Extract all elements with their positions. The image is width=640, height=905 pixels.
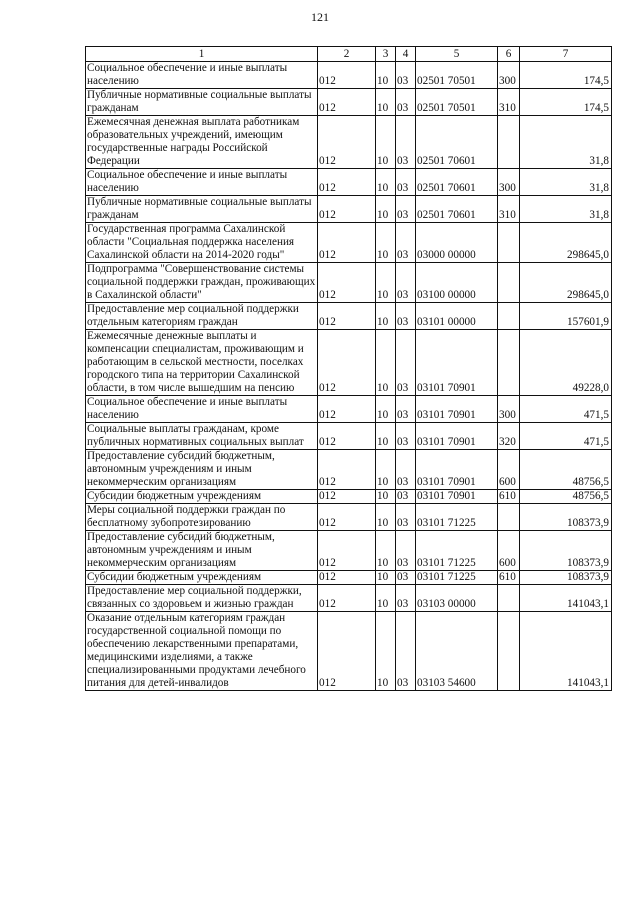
target-article-cell: 02501 70601 (416, 196, 498, 223)
row-name-cell: Подпрограмма "Совершенствование системы социальной поддержки граждан, проживающих в Сахалинской области" (86, 263, 318, 303)
section-cell: 10 (376, 62, 396, 89)
target-article-cell: 03101 71225 (416, 531, 498, 571)
subsection-cell: 03 (396, 450, 416, 490)
subsection-cell: 03 (396, 303, 416, 330)
subsection-cell: 03 (396, 585, 416, 612)
amount-cell: 31,8 (520, 116, 612, 169)
expense-type-cell: 300 (498, 169, 520, 196)
row-name-cell: Социальное обеспечение и иные выплаты населению (86, 396, 318, 423)
table-row (86, 490, 612, 504)
table-body (86, 62, 612, 691)
amount-cell: 298645,0 (520, 263, 612, 303)
amount-cell: 471,5 (520, 423, 612, 450)
section-cell: 10 (376, 169, 396, 196)
amount-cell: 31,8 (520, 169, 612, 196)
subsection-cell: 03 (396, 490, 416, 504)
target-article-cell: 02501 70601 (416, 169, 498, 196)
row-name-cell: Социальные выплаты гражданам, кроме публичных нормативных социальных выплат (86, 423, 318, 450)
table-row (86, 571, 612, 585)
amount-cell: 141043,1 (520, 585, 612, 612)
table-row (86, 263, 612, 303)
header-col-1: 1 (86, 47, 318, 62)
page-number: 121 (311, 10, 329, 24)
header-row (86, 47, 612, 62)
expense-type-cell: 310 (498, 196, 520, 223)
expense-type-cell: 320 (498, 423, 520, 450)
chapter-code-cell: 012 (318, 423, 376, 450)
chapter-code-cell: 012 (318, 303, 376, 330)
amount-cell: 48756,5 (520, 450, 612, 490)
target-article-cell: 03000 00000 (416, 223, 498, 263)
table-row (86, 531, 612, 571)
section-cell: 10 (376, 303, 396, 330)
header-col-3: 3 (376, 47, 396, 62)
target-article-cell: 02501 70601 (416, 116, 498, 169)
row-name-cell: Ежемесячная денежная выплата работникам образовательных учреждений, имеющим государственные награды Российской Федерации (86, 116, 318, 169)
subsection-cell: 03 (396, 196, 416, 223)
target-article-cell: 03101 71225 (416, 571, 498, 585)
target-article-cell: 03101 70901 (416, 330, 498, 396)
subsection-cell: 03 (396, 330, 416, 396)
table-row (86, 303, 612, 330)
target-article-cell: 03103 00000 (416, 585, 498, 612)
row-name-cell: Предоставление субсидий бюджетным, автономным учреждениям и иным некоммерческим организациям (86, 450, 318, 490)
target-article-cell: 03103 54600 (416, 612, 498, 691)
amount-cell: 471,5 (520, 396, 612, 423)
table-row (86, 62, 612, 89)
header-col-6: 6 (498, 47, 520, 62)
section-cell: 10 (376, 89, 396, 116)
table-row (86, 423, 612, 450)
subsection-cell: 03 (396, 223, 416, 263)
header-col-4: 4 (396, 47, 416, 62)
section-cell: 10 (376, 490, 396, 504)
section-cell: 10 (376, 396, 396, 423)
chapter-code-cell: 012 (318, 585, 376, 612)
chapter-code-cell: 012 (318, 450, 376, 490)
row-name-cell: Публичные нормативные социальные выплаты гражданам (86, 89, 318, 116)
table-header (86, 47, 612, 62)
amount-cell: 31,8 (520, 196, 612, 223)
expense-type-cell (498, 223, 520, 263)
target-article-cell: 03101 70901 (416, 423, 498, 450)
chapter-code-cell: 012 (318, 571, 376, 585)
subsection-cell: 03 (396, 116, 416, 169)
expense-type-cell: 300 (498, 62, 520, 89)
expense-type-cell: 600 (498, 531, 520, 571)
table-row (86, 585, 612, 612)
table-row (86, 330, 612, 396)
target-article-cell: 02501 70501 (416, 62, 498, 89)
section-cell: 10 (376, 504, 396, 531)
table-row (86, 612, 612, 691)
target-article-cell: 03101 00000 (416, 303, 498, 330)
table-row (86, 450, 612, 490)
row-name-cell: Субсидии бюджетным учреждениям (86, 571, 318, 585)
chapter-code-cell: 012 (318, 396, 376, 423)
budget-table (85, 46, 612, 691)
table-row (86, 169, 612, 196)
chapter-code-cell: 012 (318, 330, 376, 396)
subsection-cell: 03 (396, 263, 416, 303)
amount-cell: 108373,9 (520, 504, 612, 531)
subsection-cell: 03 (396, 89, 416, 116)
target-article-cell: 03101 70901 (416, 396, 498, 423)
chapter-code-cell: 012 (318, 116, 376, 169)
amount-cell: 108373,9 (520, 571, 612, 585)
subsection-cell: 03 (396, 531, 416, 571)
expense-type-cell: 310 (498, 89, 520, 116)
section-cell: 10 (376, 223, 396, 263)
amount-cell: 108373,9 (520, 531, 612, 571)
subsection-cell: 03 (396, 612, 416, 691)
row-name-cell: Предоставление субсидий бюджетным, автономным учреждениям и иным некоммерческим организациям (86, 531, 318, 571)
section-cell: 10 (376, 531, 396, 571)
chapter-code-cell: 012 (318, 504, 376, 531)
table-row (86, 223, 612, 263)
expense-type-cell: 300 (498, 396, 520, 423)
row-name-cell: Государственная программа Сахалинской области "Социальная поддержка населения Сахалинской области на 2014-2020 годы" (86, 223, 318, 263)
section-cell: 10 (376, 450, 396, 490)
expense-type-cell (498, 504, 520, 531)
amount-cell: 49228,0 (520, 330, 612, 396)
amount-cell: 174,5 (520, 89, 612, 116)
table-row (86, 116, 612, 169)
header-col-2: 2 (318, 47, 376, 62)
chapter-code-cell: 012 (318, 531, 376, 571)
row-name-cell: Предоставление мер социальной поддержки отдельным категориям граждан (86, 303, 318, 330)
row-name-cell: Публичные нормативные социальные выплаты гражданам (86, 196, 318, 223)
row-name-cell: Социальное обеспечение и иные выплаты населению (86, 169, 318, 196)
subsection-cell: 03 (396, 396, 416, 423)
chapter-code-cell: 012 (318, 196, 376, 223)
target-article-cell: 03101 70901 (416, 490, 498, 504)
table-row (86, 196, 612, 223)
expense-type-cell: 610 (498, 490, 520, 504)
chapter-code-cell: 012 (318, 223, 376, 263)
expense-type-cell (498, 303, 520, 330)
expense-type-cell (498, 330, 520, 396)
header-col-5: 5 (416, 47, 498, 62)
table-row (86, 396, 612, 423)
section-cell: 10 (376, 612, 396, 691)
target-article-cell: 02501 70501 (416, 89, 498, 116)
row-name-cell: Субсидии бюджетным учреждениям (86, 490, 318, 504)
expense-type-cell (498, 585, 520, 612)
chapter-code-cell: 012 (318, 89, 376, 116)
target-article-cell: 03101 71225 (416, 504, 498, 531)
amount-cell: 48756,5 (520, 490, 612, 504)
amount-cell: 157601,9 (520, 303, 612, 330)
section-cell: 10 (376, 585, 396, 612)
amount-cell: 141043,1 (520, 612, 612, 691)
expense-type-cell: 600 (498, 450, 520, 490)
subsection-cell: 03 (396, 571, 416, 585)
table-row (86, 504, 612, 531)
section-cell: 10 (376, 330, 396, 396)
expense-type-cell (498, 612, 520, 691)
expense-type-cell: 610 (498, 571, 520, 585)
row-name-cell: Социальное обеспечение и иные выплаты населению (86, 62, 318, 89)
chapter-code-cell: 012 (318, 612, 376, 691)
subsection-cell: 03 (396, 504, 416, 531)
subsection-cell: 03 (396, 62, 416, 89)
row-name-cell: Оказание отдельным категориям граждан государственной социальной помощи по обеспечению лекарственными препаратами, медицинскими изделиями, а также специализированными продуктами лечебного питания для детей-инвалидов (86, 612, 318, 691)
section-cell: 10 (376, 116, 396, 169)
subsection-cell: 03 (396, 169, 416, 196)
header-col-7: 7 (520, 47, 612, 62)
chapter-code-cell: 012 (318, 263, 376, 303)
chapter-code-cell: 012 (318, 62, 376, 89)
row-name-cell: Ежемесячные денежные выплаты и компенсации специалистам, проживающим и работающим в сельской местности, поселках городского типа на территории Сахалинской области, в том числе вышедшим на пенсию (86, 330, 318, 396)
section-cell: 10 (376, 263, 396, 303)
section-cell: 10 (376, 571, 396, 585)
amount-cell: 298645,0 (520, 223, 612, 263)
expense-type-cell (498, 116, 520, 169)
section-cell: 10 (376, 196, 396, 223)
row-name-cell: Меры социальной поддержки граждан по бесплатному зубопротезированию (86, 504, 318, 531)
target-article-cell: 03100 00000 (416, 263, 498, 303)
chapter-code-cell: 012 (318, 169, 376, 196)
expense-type-cell (498, 263, 520, 303)
amount-cell: 174,5 (520, 62, 612, 89)
row-name-cell: Предоставление мер социальной поддержки, связанных со здоровьем и жизнью граждан (86, 585, 318, 612)
table-row (86, 89, 612, 116)
chapter-code-cell: 012 (318, 490, 376, 504)
section-cell: 10 (376, 423, 396, 450)
subsection-cell: 03 (396, 423, 416, 450)
target-article-cell: 03101 70901 (416, 450, 498, 490)
